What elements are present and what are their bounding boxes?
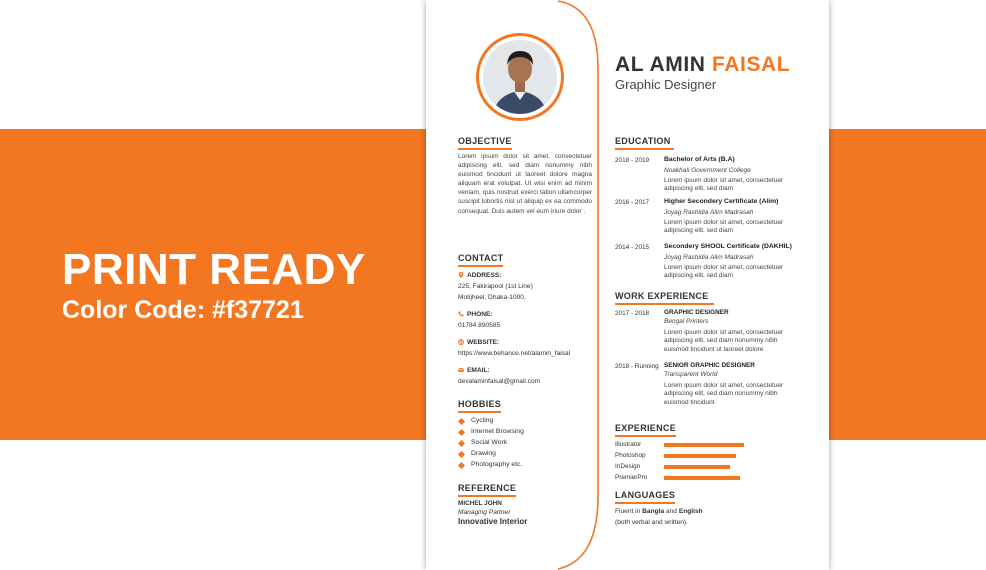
work-years: 2017 - 2018 — [615, 310, 650, 317]
languages-note: (both verbal and written). — [615, 518, 688, 526]
hobby-item: Cycling — [471, 417, 494, 424]
reference-name: MICHEL JOHN — [458, 500, 502, 507]
reference-heading: REFERENCE — [458, 483, 517, 493]
person-silhouette-icon — [483, 40, 557, 114]
education-years: 2016 - 2017 — [615, 199, 650, 206]
skill-bar — [664, 454, 736, 458]
work-company: Transparent World — [664, 371, 718, 378]
work-desc: Lorem ipsum dolor sit amet, consectetuer adipiscing elit, sed diam nonummy nibh euismod tincidunt ut laoreet dolore — [664, 329, 784, 353]
objective-heading: OBJECTIVE — [458, 136, 512, 146]
education-institution: Joyag Rashidia Alim Madrasah — [664, 209, 754, 216]
education-institution: Noakhali Government College — [664, 167, 751, 174]
last-name: FAISAL — [711, 53, 791, 76]
work-years: 2018 - Running — [615, 363, 659, 370]
language-2: English — [678, 508, 703, 515]
skill-label: PremierPro — [615, 474, 648, 481]
website-label: WEBSITE: — [467, 339, 500, 346]
phone-label: PHONE: — [467, 311, 493, 318]
skill-label: Photoshop — [615, 452, 646, 459]
languages-prefix: Fluent in — [615, 508, 641, 515]
hobby-item: Drawing — [471, 450, 496, 457]
envelope-icon — [458, 367, 464, 373]
first-name: AL AMIN — [615, 53, 706, 76]
languages-text — [615, 507, 703, 528]
hobbies-heading: HOBBIES — [458, 399, 502, 409]
email-value[interactable]: devalaminfaisal@gmail.com — [458, 378, 541, 385]
phone-icon — [458, 311, 464, 317]
hobby-item: Internet Browsing — [471, 428, 524, 435]
education-heading: EDUCATION — [615, 136, 671, 146]
promo-title: PRINT READY — [62, 245, 366, 294]
resume-role: Graphic Designer — [615, 77, 717, 92]
address-label: ADDRESS: — [467, 272, 502, 279]
education-desc: Lorem ipsum dolor sit amet, consectetuer adipiscing elit, sed diam — [664, 177, 784, 193]
education-degree: Secondery SHOOL Certificate (DAKHIL) — [664, 243, 792, 250]
work-heading: WORK EXPERIENCE — [615, 291, 709, 301]
phone-value: 01784 890585 — [458, 322, 501, 329]
education-desc: Lorem ipsum dolor sit amet, consectetuer adipiscing elit, sed diam — [664, 264, 784, 280]
globe-icon — [458, 339, 464, 345]
languages-joiner: and — [665, 508, 677, 515]
experience-heading: EXPERIENCE — [615, 423, 677, 433]
hobby-item: Social Work — [471, 439, 508, 446]
website-value[interactable]: https://www.behance.net/alamin_faisal — [458, 350, 571, 357]
skill-bar — [664, 465, 730, 469]
skill-bar — [664, 476, 740, 480]
address-line2: Motijheel, Dhaka-1000. — [458, 294, 526, 301]
languages-heading: LANGUAGES — [615, 490, 676, 500]
education-degree: Bachelor of Arts (B.A) — [664, 156, 735, 163]
education-desc: Lorem ipsum dolor sit amet, consectetuer adipiscing elit, sed diam — [664, 219, 784, 235]
promo-subtitle: Color Code: #f37721 — [62, 296, 304, 324]
promo-text — [62, 245, 366, 325]
resume-sheet — [426, 0, 829, 570]
language-1: Bangla — [642, 508, 665, 515]
skill-bar — [664, 443, 744, 447]
reference-company: Innovative Interior — [458, 517, 528, 526]
work-title: SENIOR GRAPHIC DESIGNER — [664, 362, 755, 369]
work-company: Bengal Printers — [664, 318, 709, 325]
work-desc: Lorem ipsum dolor sit amet, consectetuer adipiscing elit, sed diam nonummy nibh euismod tincidunt — [664, 382, 784, 406]
work-title: GRAPHIC DESIGNER — [664, 309, 729, 316]
reference-position: Managing Partner — [458, 509, 511, 516]
education-years: 2014 - 2015 — [615, 244, 650, 251]
education-institution: Joyag Rashidia Alim Madrasah — [664, 254, 754, 261]
profile-photo-frame — [476, 33, 564, 121]
location-pin-icon — [458, 272, 464, 278]
address-line1: 225, Fakirapool (1st Line) — [458, 283, 533, 290]
objective-text: Lorem ipsum dolor sit amet, consectetuer adipiscing elit, sed diam nonummy nibh euismod tincidunt ut laoreet dolore magna aliquam erat volutpat. Ut wisi enim ad minim veniam, quis nostrud exerci tation ullamcorper suscipit lobortis nisl ut aliquip ex ea commodo consequat. Duis autem vel eum iriure dolor . — [458, 153, 592, 215]
contact-heading: CONTACT — [458, 253, 504, 263]
skill-label: Illustrator — [615, 441, 642, 448]
email-label: EMAIL: — [467, 367, 490, 374]
resume-name — [615, 53, 790, 77]
hobby-item: Photography etc. — [471, 461, 523, 468]
skill-label: InDesign — [615, 463, 641, 470]
education-degree: Higher Secondery Certificate (Alim) — [664, 198, 779, 205]
education-years: 2018 - 2019 — [615, 157, 650, 164]
profile-photo — [483, 40, 557, 114]
